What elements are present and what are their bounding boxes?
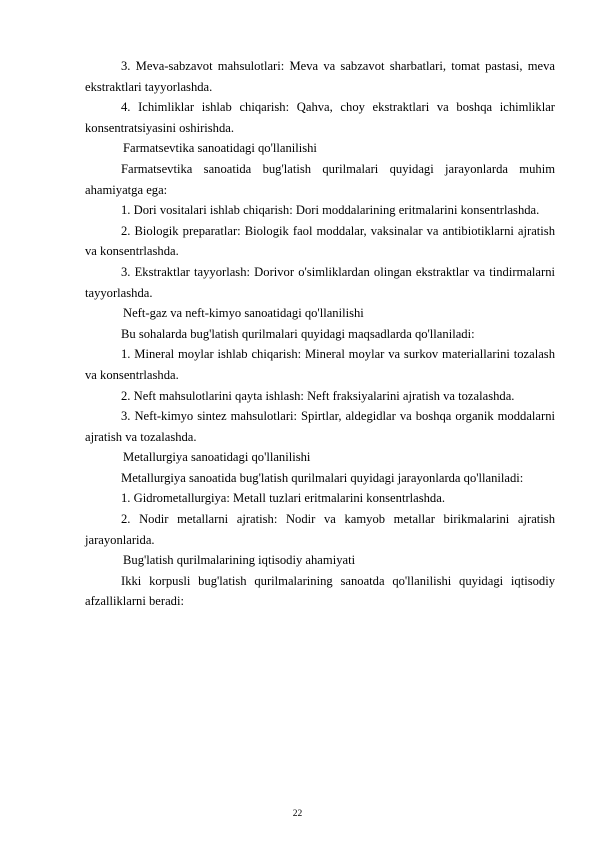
paragraph-beverages: 4. Ichimliklar ishlab chiqarish: Qahva, choy ekstraktlari va boshqa ichimliklar konsentratsiyasini oshirishda. <box>85 100 555 135</box>
paragraph-pharma-extracts: 3. Ekstraktlar tayyorlash: Dorivor o'simliklardan olingan ekstraktlar va tindirmalarni tayyorlashda. <box>85 264 555 300</box>
paragraph-metallurgy-rare: 2. Nodir metallarni ajratish: Nodir va kamyob metallar birikmalarini ajratish jarayonlarida. <box>85 512 555 547</box>
paragraph-metallurgy-hydro: 1. Gidrometallurgiya: Metall tuzlari eritmalarini konsentrlashda. <box>121 491 445 506</box>
paragraph-oil-petrochem: 3. Neft-kimyo sintez mahsulotlari: Spirtlar, aldegidlar va boshqa organik moddalarni ajratish va tozalashda. <box>85 409 555 444</box>
page-body <box>85 56 555 612</box>
section-heading-pharmaceutical: Farmatsevtika sanoatidagi qo'llanilishi <box>123 141 317 156</box>
page-number: 22 <box>292 809 303 819</box>
paragraph-oil-intro: Bu sohalarda bug'latish qurilmalari quyidagi maqsadlarda qo'llaniladi: <box>121 326 475 341</box>
paragraph-oil-mineral: 1. Mineral moylar ishlab chiqarish: Mineral moylar va surkov materiallarini tozalash va konsentrlashda. <box>85 347 555 382</box>
paragraph-metallurgy-intro: Metallurgiya sanoatida bug'latish qurilmalari quyidagi jarayonlarda qo'llaniladi: <box>121 470 524 485</box>
section-heading-metallurgy: Metallurgiya sanoatidagi qo'llanilishi <box>123 450 311 465</box>
paragraph-fruit-vegetable: 3. Meva-sabzavot mahsulotlari: Meva va sabzavot sharbatlari, tomat pastasi, meva ekstraktlari tayyorlashda. <box>85 59 555 94</box>
paragraph-oil-refining: 2. Neft mahsulotlarini qayta ishlash: Neft fraksiyalarini ajratish va tozalashda. <box>121 388 515 403</box>
section-heading-economics: Bug'latish qurilmalarining iqtisodiy ahamiyati <box>123 553 356 568</box>
paragraph-pharma-intro: Farmatsevtika sanoatida bug'latish qurilmalari quyidagi jarayonlarda muhim ahamiyatga ega: <box>85 161 555 197</box>
paragraph-pharma-drugs: 1. Dori vositalari ishlab chiqarish: Dori moddalarining eritmalarini konsentrlashda. <box>121 203 540 218</box>
paragraph-pharma-biologics: 2. Biologik preparatlar: Biologik faol moddalar, vaksinalar va antibiotiklarni ajratish va konsentrlashda. <box>85 223 555 259</box>
paragraph-economics-intro: Ikki korpusli bug'latish qurilmalarining sanoatda qo'llanilishi quyidagi iqtisodiy afzalliklarni beradi: <box>85 573 555 609</box>
section-heading-oil-gas: Neft-gaz va neft-kimyo sanoatidagi qo'llanilishi <box>123 306 364 321</box>
